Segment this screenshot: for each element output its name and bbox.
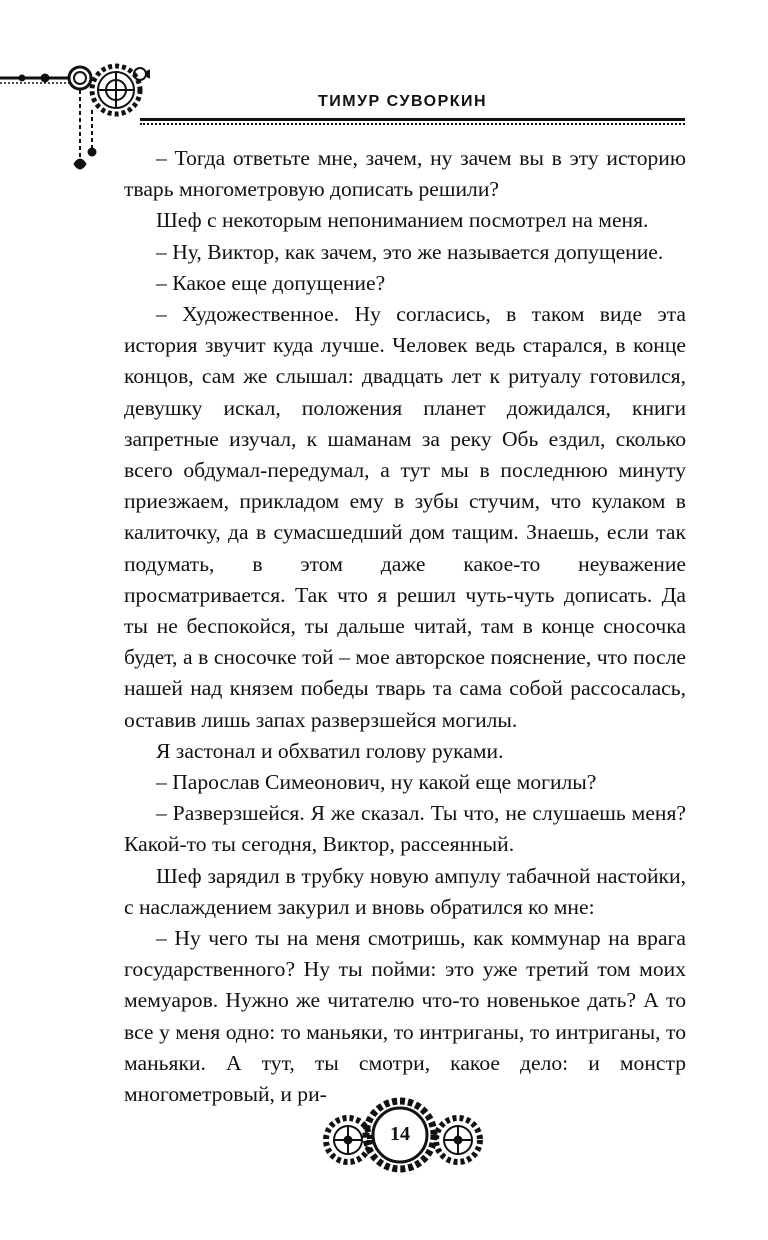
header-rule (140, 118, 685, 121)
paragraph: Шеф зарядил в трубку новую ампулу табачной настойки, с наслаждением закурил и вновь обратился ко мне: (124, 863, 686, 919)
running-header-author: ТИМУР СУВОРКИН (318, 93, 488, 110)
paragraph: – Разверзшейся. Я же сказал. Ты что, не слушаешь меня? Какой-то ты сегодня, Виктор, рассеянный. (124, 801, 686, 857)
paragraph: – Художественное. Ну согласись, в таком виде эта история звучит куда лучше. Человек ведь старался, в конце концов, сам же слышал: двадцать лет к ритуалу готовился, девушку искал, положения планет дожидался, книги запретные изучал, к шаманам за реку Обь ездил, сколько всего обдумал-передумал, а тут мы в последнюю минуту приезжаем, прикладом ему в зубы стучим, что кулаком в калиточку, да в сумасшедший дом тащим. Знаешь, если так подумать, в этом даже какое-то неуважение просматривается. Так что я решил чуть-чуть дописать. Да ты не беспокойся, ты дальше читай, там в конце сносочка будет, а в сносочке той – мое авторское пояснение, что после нашей над князем победы тварь та сама собой рассосалась, оставив лишь запах разверзшейся могилы. (124, 302, 686, 732)
page-number: 14 (390, 1123, 410, 1145)
page-body-text (124, 143, 686, 1110)
header-dotted-rule (140, 123, 685, 127)
paragraph: – Парослав Симеонович, ну какой еще могилы? (156, 770, 597, 795)
paragraph: – Тогда ответьте мне, зачем, ну зачем вы в эту историю тварь многометровую дописать решили? (124, 146, 686, 202)
paragraph: – Ну, Виктор, как зачем, это же называется допущение. (156, 239, 664, 264)
paragraph: Шеф с некоторым непониманием посмотрел на меня. (156, 208, 649, 233)
paragraph: – Какое еще допущение? (156, 270, 386, 295)
paragraph: – Ну чего ты на меня смотришь, как коммунар на врага государственного? Ну ты пойми: это уже третий том моих мемуаров. Нужно же читателю что-то новенькое дать? А то все у меня одно: то маньяки, то интриганы, то интриганы, то маньяки. А тут, ты смотри, какое дело: и монстр многометровый, и ри- (124, 926, 686, 1107)
paragraph: Я застонал и обхватил голову руками. (156, 738, 504, 763)
